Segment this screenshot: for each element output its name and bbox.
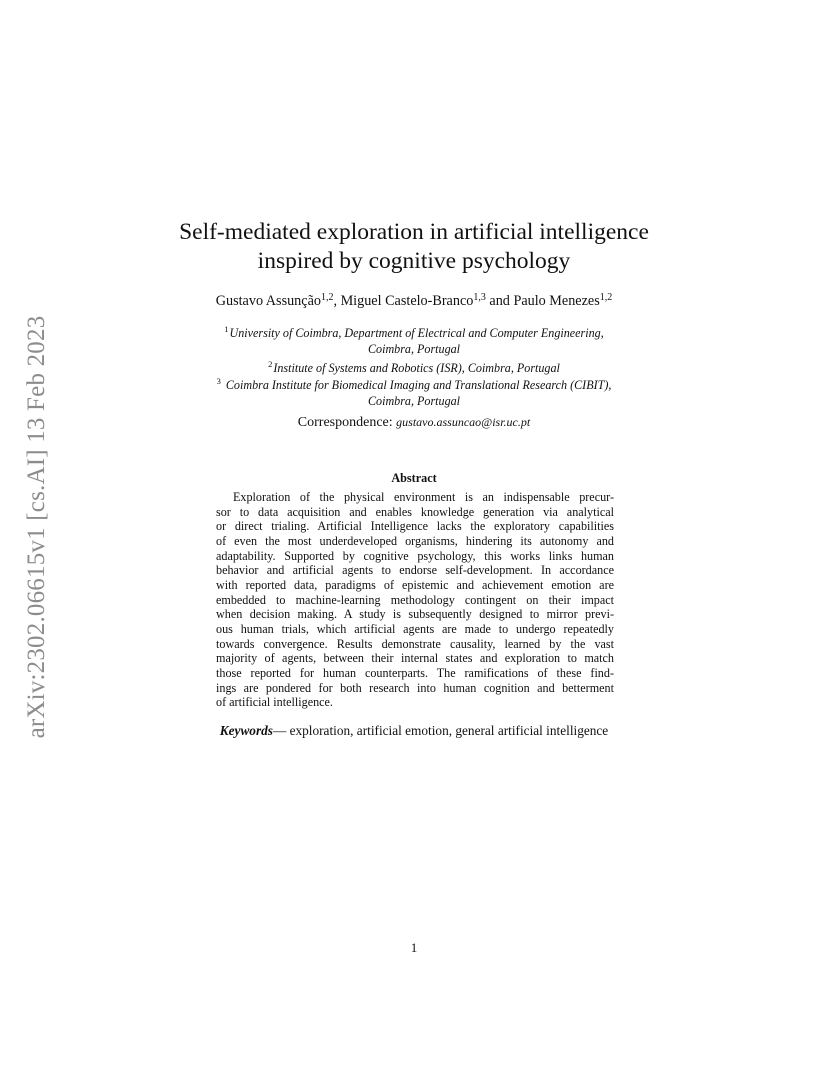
abstract-line: or direct trialing. Artificial Intelligence lacks the exploratory capabilities <box>216 519 614 534</box>
paper-title <box>0 218 828 276</box>
arxiv-identifier-stamp: arXiv:2302.06615v1 [cs.AI] 13 Feb 2023 <box>23 315 50 739</box>
affiliation-location: Coimbra, Portugal <box>367 394 461 408</box>
abstract-line: towards convergence. Results demonstrate causality, learned by the vast <box>216 636 614 651</box>
abstract-heading: Abstract <box>391 471 437 485</box>
abstract-line: sor to data acquisition and enables knowledge generation via analytical <box>216 504 614 519</box>
affiliation-line <box>150 325 678 341</box>
affiliation-3 <box>150 377 678 409</box>
affiliation-number: 1 <box>224 324 229 334</box>
keywords-dash: — <box>272 723 287 738</box>
abstract-line: adaptability. Supported by cognitive psychology, this works links human <box>216 548 614 563</box>
affiliation-text: University of Coimbra, Department of Electrical and Computer Engineering, <box>229 326 604 340</box>
author-name: Miguel Castelo-Branco <box>340 293 474 309</box>
abstract-line: ous human trials, which artificial agents are made to undergo repeatedly <box>216 621 614 636</box>
author-affiliation-marker: 1,2 <box>320 292 334 303</box>
affiliation-line <box>150 360 678 376</box>
abstract-line: when decision making. A study is subsequently designed to mirror previ- <box>216 607 614 622</box>
keywords <box>0 722 828 740</box>
author-separator: and <box>485 293 514 309</box>
abstract-line: ings are pondered for both research into human cognition and betterment <box>216 680 614 695</box>
abstract-line: of even the most underdeveloped organisms, hindering its autonomy and <box>216 533 614 548</box>
correspondence-label: Correspondence: <box>297 415 393 430</box>
paper-title-line-2: inspired by cognitive psychology <box>257 248 571 274</box>
affiliation-location: Coimbra, Portugal <box>367 342 461 356</box>
abstract-line: majority of agents, between their internal states and exploration to match <box>216 651 614 666</box>
affiliation-number: 2 <box>268 359 273 369</box>
abstract-line: with reported data, paradigms of epistemic and achievement emotion are <box>216 577 614 592</box>
author-affiliation-marker: 1,3 <box>473 292 486 303</box>
abstract-line: those reported for human counterparts. The ramifications of these find- <box>216 665 614 680</box>
correspondence <box>0 413 828 432</box>
page-number: 1 <box>410 940 418 955</box>
abstract-body <box>216 490 614 710</box>
correspondence-email: gustavo.assuncao@isr.uc.pt <box>396 415 531 429</box>
author-name: Paulo Menezes <box>513 293 600 309</box>
author-separator: , <box>333 293 341 309</box>
keywords-text: exploration, artificial emotion, general artificial intelligence <box>286 723 609 738</box>
author-affiliation-marker: 1,2 <box>599 292 613 303</box>
abstract-line: embedded to machine-learning methodology contingent on their impact <box>216 592 614 607</box>
affiliation-2 <box>150 360 678 376</box>
affiliation-1 <box>150 325 678 357</box>
author-name: Gustavo Assunção <box>215 293 321 309</box>
affiliation-line <box>150 377 678 393</box>
paper-title-line-1: Self-mediated exploration in artificial intelligence <box>179 219 649 245</box>
abstract-line: of artificial intelligence. <box>216 695 333 710</box>
affiliation-number: 3 <box>216 376 221 386</box>
affiliation-text: Institute of Systems and Robotics (ISR), Coimbra, Portugal <box>273 361 560 375</box>
keywords-label: Keywords <box>219 723 273 738</box>
abstract-line: Exploration of the physical environment is an indispensable precur- <box>233 490 614 504</box>
affiliation-text: Coimbra Institute for Biomedical Imaging and Translational Research (CIBIT), <box>225 378 612 392</box>
author-list <box>0 292 828 310</box>
abstract-line: behavior and artificial agents to endorse self-development. In accordance <box>216 563 614 578</box>
